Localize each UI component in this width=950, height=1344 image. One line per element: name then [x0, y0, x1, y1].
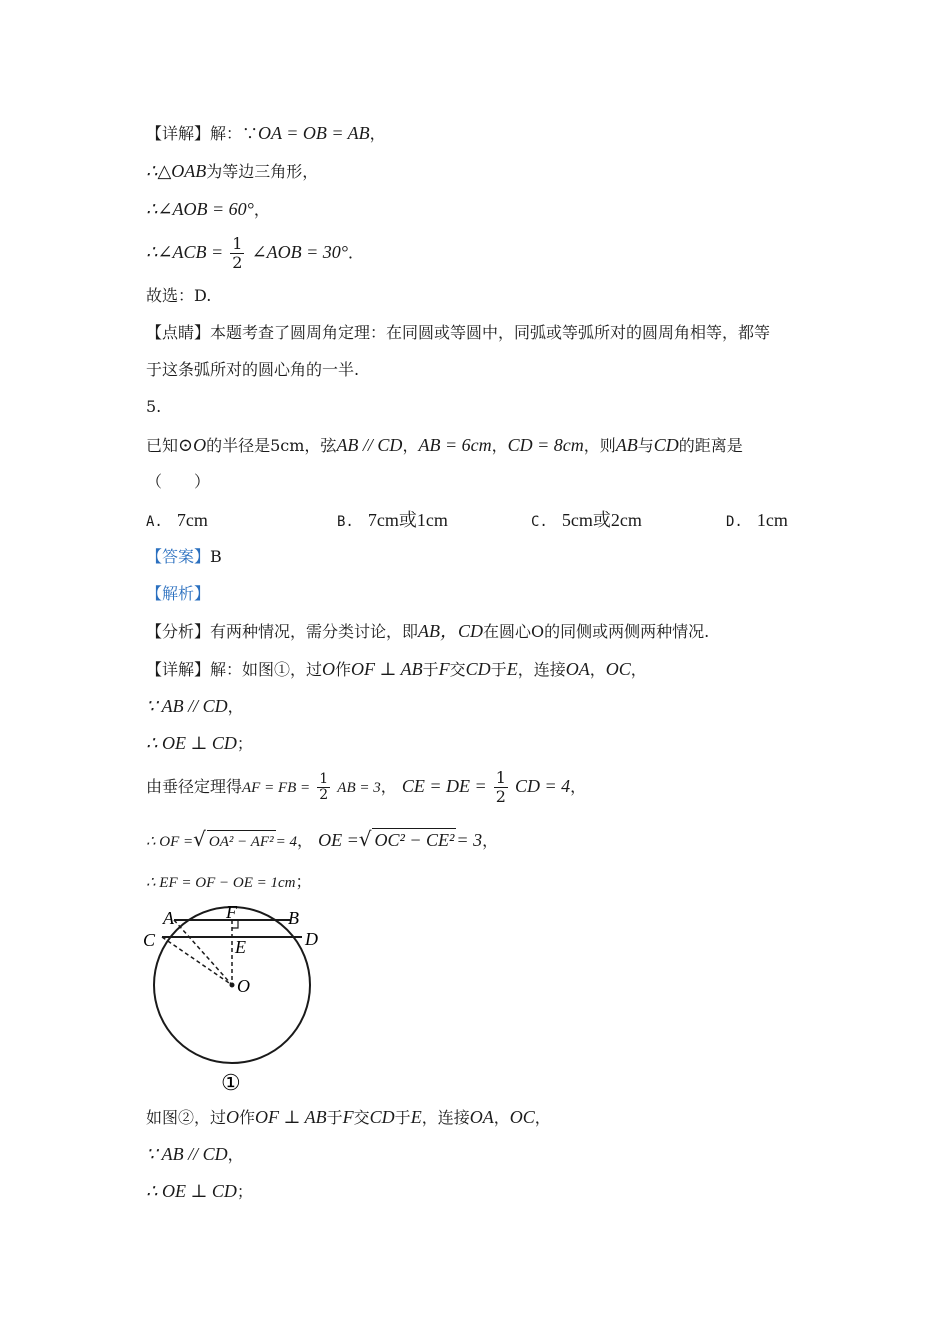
prev-detail-line: 【详解】解：∵OA = OB = AB， — [146, 123, 386, 143]
label-a: A — [163, 908, 174, 928]
comment-tag: 【点睛】 — [146, 323, 211, 342]
question-number: 5. — [146, 397, 162, 416]
fraction: $\frac{1}{2}$ — [232, 234, 243, 272]
prev-answer-line: 故选：D. — [146, 286, 212, 305]
prev-line-4: ∴∠ACB = $\frac{1}{2}$ ∠AOB = 30°． — [146, 234, 364, 272]
option-d: D. 1cm — [726, 510, 788, 530]
label-b: B — [288, 908, 299, 928]
label-f: F — [226, 902, 237, 922]
detail-tag: 【详解】 — [146, 124, 211, 143]
label-c: C — [143, 930, 156, 950]
comment-line-1: 【点睛】本题考查了圆周角定理：在同圆或等圆中，同弧或等弧所对的圆周角相等，都等 — [146, 323, 771, 342]
option-a: A. 7cm — [146, 510, 208, 530]
figure-1 — [138, 900, 328, 1100]
question-stem: 已知⊙O的半径是5cm，弦AB // CD，AB = 6cm，CD = 8cm，则AB与CD的距离是 — [146, 435, 743, 455]
detail-line-5: ∴ OF =√ OA² − AF² = 4， OE =√ OC² − CE² = 3， — [146, 827, 499, 851]
fraction: $\frac{1}{2}$ — [319, 771, 329, 803]
answer-line — [146, 546, 222, 568]
option-c: C. 5cm或2cm — [531, 510, 642, 530]
detail-line-4: 由垂径定理得AF = FB = $\frac{1}{2}$ AB = 3， CE = DE = $\frac{1}{2}$ CD = 4， — [146, 768, 587, 806]
option-b: B. 7cm或1cm — [337, 510, 448, 530]
comment-line-2: 于这条弧所对的圆心角的一半. — [146, 360, 360, 379]
detail2-line-1: 如图②，过O作OF ⊥ AB于F交CD于E，连接OA，OC， — [146, 1107, 551, 1127]
detail-line-2: ∵ AB // CD， — [146, 696, 244, 716]
prev-line-2: ∴△OAB为等边三角形， — [146, 161, 319, 181]
fenxi-line: 【分析】有两种情况，需分类讨论，即AB，CD在圆心O的同侧或两侧两种情况. — [146, 621, 710, 641]
line-oa — [174, 920, 232, 985]
line-oc — [162, 937, 232, 985]
question-paren: （ ） — [146, 472, 211, 491]
answer-tag: 【答案】 — [146, 547, 211, 566]
detail-line-3: ∴ OE ⊥ CD； — [146, 733, 253, 753]
figure-caption: ① — [221, 1070, 241, 1095]
detail2-line-2: ∵ AB // CD， — [146, 1144, 244, 1164]
label-e: E — [235, 937, 246, 957]
analysis-tag: 【解析】 — [146, 584, 211, 603]
detail-line-1: 【详解】解：如图①，过O作OF ⊥ AB于F交CD于E，连接OA，OC， — [146, 659, 647, 679]
prev-line-3: ∴∠AOB = 60°， — [146, 199, 270, 219]
fraction: $\frac{1}{2}$ — [495, 768, 506, 806]
answer-value: B — [210, 547, 222, 566]
detail2-line-3: ∴ OE ⊥ CD； — [146, 1181, 253, 1201]
center-point — [230, 983, 235, 988]
detail-line-6: ∴ EF = OF − OE = 1cm； — [146, 872, 312, 891]
label-o: O — [237, 976, 250, 996]
label-d: D — [305, 929, 318, 949]
